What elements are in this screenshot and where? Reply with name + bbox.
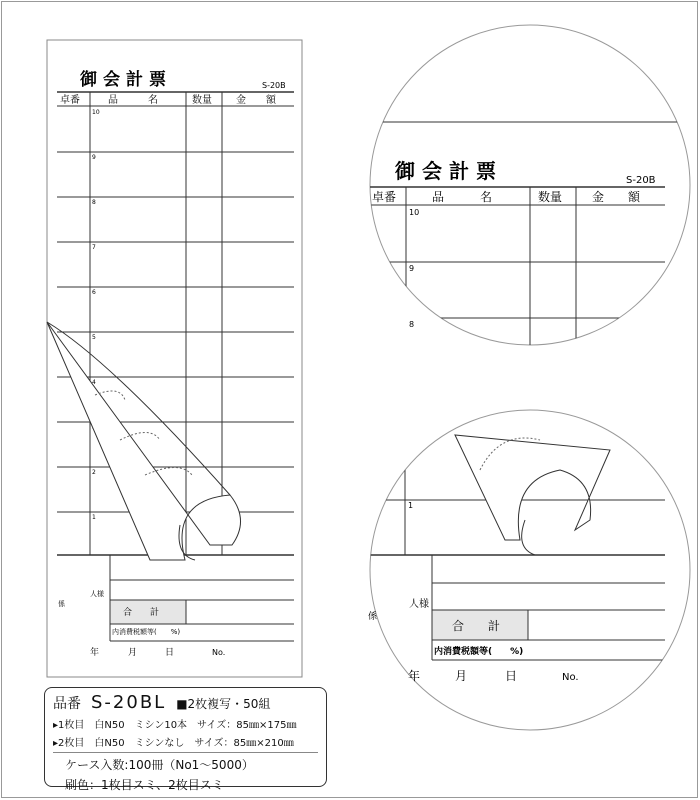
people-label: 人様 — [90, 590, 104, 598]
zoom-row-number: 9 — [409, 264, 415, 273]
row-number: 2 — [92, 469, 96, 476]
date-day: 日 — [165, 648, 175, 658]
row-number: 10 — [92, 109, 100, 116]
product-info-box — [44, 687, 327, 792]
product-header-row — [53, 692, 318, 713]
print-color: 刷色：1枚目スミ、2枚目スミ — [65, 778, 224, 792]
zoom-total-label: 合 計 — [452, 619, 501, 633]
spec-text: ■2枚複写・50組 — [176, 697, 271, 711]
header-amount: 金 額 — [236, 95, 276, 106]
row-number: 5 — [92, 334, 96, 341]
sheet1-spec: ▸1枚目 白N50 ミシン10本 サイズ：85㎜×175㎜ — [53, 720, 297, 731]
row-number: 1 — [92, 514, 96, 521]
zoom-bottom — [366, 400, 690, 730]
tax-label: 内消費税額等( %) — [112, 628, 181, 636]
header-item: 品 名 — [108, 95, 158, 106]
form-title: 御会計票 — [80, 70, 172, 90]
header-qty: 数量 — [192, 95, 212, 106]
zoom-date-month: 月 — [455, 669, 468, 683]
zoom-top — [366, 25, 700, 360]
zoom-row-number: 1 — [408, 501, 414, 510]
main-form — [47, 40, 302, 677]
zoom-row-number: 10 — [409, 208, 420, 217]
row-number: 6 — [92, 289, 96, 296]
zoom-date-day: 日 — [505, 669, 518, 683]
row-number: 4 — [92, 379, 96, 386]
zoom-date-no: No. — [562, 672, 579, 683]
zoom-tax-label: 内消費税額等( %) — [434, 647, 524, 657]
row-number: 7 — [92, 244, 96, 251]
date-year: 年 — [90, 648, 100, 658]
case-quantity: ケース入数:100冊（No1〜5000） — [65, 758, 254, 772]
date-no: No. — [212, 648, 226, 657]
zoom-staff-label: 係 — [368, 612, 378, 622]
zoom-header-qty: 数量 — [538, 190, 563, 204]
zoom-header-amount: 金 額 — [592, 190, 641, 204]
zoom-header-table: 卓番 — [372, 190, 397, 204]
hinban-code: S-20BL — [91, 692, 167, 713]
zoom-people-label: 人様 — [409, 599, 429, 610]
total-label: 合 計 — [123, 608, 160, 618]
date-month: 月 — [128, 648, 138, 658]
row-number: 8 — [92, 199, 96, 206]
staff-label: 係 — [58, 600, 65, 608]
zoom-code: S-20B — [626, 175, 656, 186]
sheet2-spec: ▸2枚目 白N50 ミシンなし サイズ：85㎜×210㎜ — [53, 738, 294, 749]
header-table: 卓番 — [60, 95, 80, 106]
zoom-title: 御会計票 — [395, 159, 503, 183]
zoom-row-number: 8 — [409, 320, 415, 329]
zoom-header-item: 品 名 — [432, 190, 493, 204]
hinban-label: 品番 — [53, 696, 81, 712]
row-number: 9 — [92, 154, 96, 161]
zoom-date-year: 年 — [408, 669, 421, 683]
info-divider — [53, 752, 318, 753]
form-code: S-20B — [262, 81, 286, 90]
